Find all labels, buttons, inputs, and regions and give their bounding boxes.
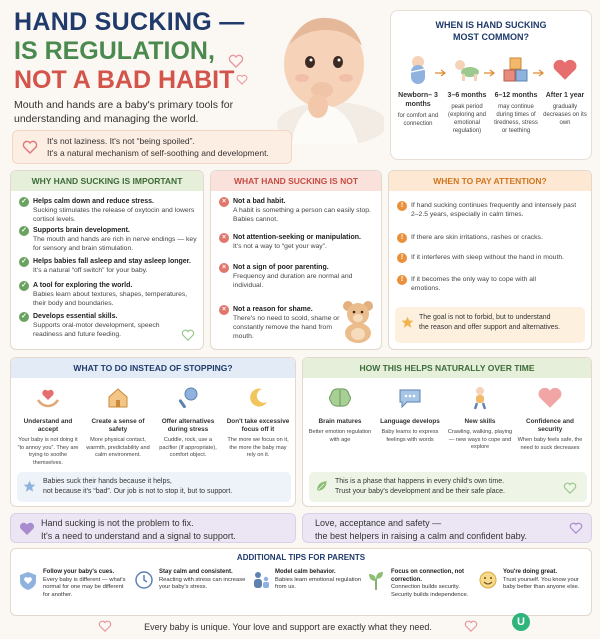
is-not-item: × Not a sign of poor parenting. Frequency and duration are normal and individual. [219,263,379,290]
over-time-card [302,357,592,507]
bottom-banner-left: Hand sucking is not the problem to fix. It's a need to understand and a signal to support. [10,513,296,543]
arrow-right-icon [484,69,496,77]
check-icon: ✓ [19,226,29,236]
why-important-card [10,170,204,350]
cross-icon: × [219,233,229,243]
exclamation-icon: ! [397,275,407,285]
subtitle: Mouth and hands are a baby's primary tools for understanding and managing the world. [14,99,234,125]
attention-item: ! If there are skin irritations, rashes or cracks. [397,233,585,242]
instead-note: Babies suck their hands because it helps, not because it's “bad”. Our job is not to stop it, but to support. [17,472,291,502]
instead-col: Create a sense of safety More physical contact, warmth, predictability and calm environment. [85,386,151,460]
baby-illustration [262,4,384,144]
tip-item: You're doing great. Trust yourself. You know your baby better than anyone else. [479,569,591,592]
arrow-right-icon [533,69,545,77]
stage-newborn: Newborn– 3 months for comfort and connection [394,53,442,128]
exclamation-icon: ! [397,233,407,243]
heart-icon [19,522,35,536]
tips-card [10,548,592,616]
attention-card [388,170,592,350]
heart-icon [236,74,248,85]
walking-child-icon [469,386,491,410]
house-icon [106,386,130,410]
is-not-title: WHAT HAND SUCKING IS NOT [211,171,381,191]
tip-item: Model calm behavior. Babies learn emotional regulation from us. [251,569,363,592]
cross-icon: × [219,197,229,207]
over-time-col: Confidence and security When baby feels safe, the need to suck decreases [517,386,583,452]
moon-icon [246,386,270,410]
over-time-col: Brain matures Better emotion regulation with age [307,386,373,444]
heart-icon [181,329,195,341]
instead-col: Understand and accept Your baby is not doing it “to annoy you”. They are trying to soothe themselves. [15,386,81,467]
cross-icon: × [219,263,229,273]
is-not-item: × Not a bad habit. A habit is something a person can easily stop. Babies cannot. [219,197,379,224]
title-line-3: NOT A BAD HABIT [14,66,235,94]
shield-heart-icon [19,571,37,591]
is-not-item: × Not a reason for shame. There's no need to scold, shame or constantly remove the hand from mouth. [219,305,344,341]
quote-line-1: It's not laziness. It's not “being spoiled”. [47,136,195,146]
why-important-title: WHY HAND SUCKING IS IMPORTANT [11,171,203,191]
important-item: ✓ A tool for exploring the world. Babies learn about textures, shapes, temperatures, their body and boundaries. [19,281,199,308]
cross-icon: × [219,305,229,315]
stage-after-1-year: After 1 year gradually decreases on its own [541,53,589,127]
attention-title: WHEN TO PAY ATTENTION? [389,171,591,191]
heart-icon [464,620,478,632]
heart-icon [98,620,112,632]
important-item: ✓ Helps calm down and reduce stress. Sucking stimulates the release of oxytocin and lowers cortisol levels. [19,197,199,224]
crawling-baby-icon [452,56,482,84]
heart-icon [569,522,583,534]
what-to-do-card [10,357,296,507]
smile-icon [479,571,497,589]
important-item: ✓ Helps babies fall asleep and stay asleep longer. It's a natural “off switch” for your baby. [19,257,199,275]
tip-item: Focus on connection, not correction. Connection builds security. Security builds independence. [367,569,479,599]
stage-6-12-months: 6–12 months may continue during times of tiredness, stress or teething [492,53,540,135]
heart-icon [228,54,244,68]
attention-item: ! If it becomes the only way to cope with all emotions. [397,275,567,293]
attention-item: ! If it interferes with sleep without the hand in mouth. [397,253,585,262]
attention-item: ! If hand sucking continues frequently and intensely past 2–2.5 years, especially in calm times. [397,201,585,219]
over-time-note: This is a phase that happens in every child's own time. Trust your baby's development and be their safe place. [309,472,587,502]
goal-note: The goal is not to forbid, but to understand the reason and offer support and alternatives. [395,307,585,343]
swaddled-baby-icon [406,54,430,86]
over-time-title: HOW THIS HELPS NATURALLY OVER TIME [303,358,591,378]
check-icon: ✓ [19,197,29,207]
footer-text: Every baby is unique. Your love and support are exactly what they need. [144,622,432,632]
heart-icon [552,58,578,82]
rattle-icon [176,386,200,410]
hands-heart-icon [36,386,60,410]
check-icon: ✓ [19,312,29,322]
check-icon: ✓ [19,257,29,267]
parent-child-icon [251,571,271,589]
instead-col: Offer alternatives during stress Cuddle, rock, use a pacifier (if appropriate), comfort object. [155,386,221,460]
important-item: ✓ Supports brain development. The mouth and hands are rich in nerve endings — key for sensory and brain stimulation. [19,226,199,253]
exclamation-icon: ! [397,201,407,211]
teddy-bear-icon [339,299,377,343]
tip-item: Stay calm and consistent. Reacting with stress can increase your baby's stress. [135,569,247,592]
title-line-1: HAND SUCKING — [14,8,245,36]
heart-icon [22,140,38,154]
bottom-banner-right: Love, acceptance and safety — the best helpers in raising a calm and confident baby. [302,513,592,543]
is-not-card [210,170,382,350]
is-not-item: × Not attention-seeking or manipulation. It's not a way to “get your way”. [219,233,379,251]
speech-bubble-icon [397,386,423,410]
over-time-col: Language develops Baby learns to express feelings with words [377,386,443,444]
clock-icon [135,571,153,589]
star-icon [401,316,414,329]
star-icon [23,480,36,493]
title-line-2: IS REGULATION, [14,37,215,65]
leaf-icon [315,480,328,493]
toy-blocks-icon [502,56,530,84]
logo-icon: U [512,613,530,631]
check-icon: ✓ [19,281,29,291]
when-common-panel [390,10,592,160]
heart-icon [563,482,577,494]
arrow-right-icon [435,69,447,77]
instead-col: Don't take excessive focus off it The more we focus on it, the more the baby may rely on it. [225,386,291,460]
stage-3-6-months: 3–6 months peak period (exploring and emotional regulation) [443,53,491,135]
heart-icon [537,386,563,410]
when-title: WHEN IS HAND SUCKING MOST COMMON? [435,20,547,42]
tips-title: ADDITIONAL TIPS FOR PARENTS [236,553,366,562]
important-item: ✓ Develops essential skills. Supports oral-motor development, speech readiness and future feeding. [19,312,179,339]
over-time-col: New skills Crawling, walking, playing — new ways to cope and explore [447,386,513,452]
quote-line-2: It's a natural mechanism of self-soothing and development. [47,148,269,158]
brain-icon [327,386,353,410]
exclamation-icon: ! [397,253,407,263]
sprout-icon [367,571,385,591]
what-to-do-title: WHAT TO DO INSTEAD OF STOPPING? [11,358,295,378]
quote-box [12,130,292,164]
tip-item: Follow your baby's cues. Every baby is different — what's normal for one may be different for another. [19,569,131,599]
